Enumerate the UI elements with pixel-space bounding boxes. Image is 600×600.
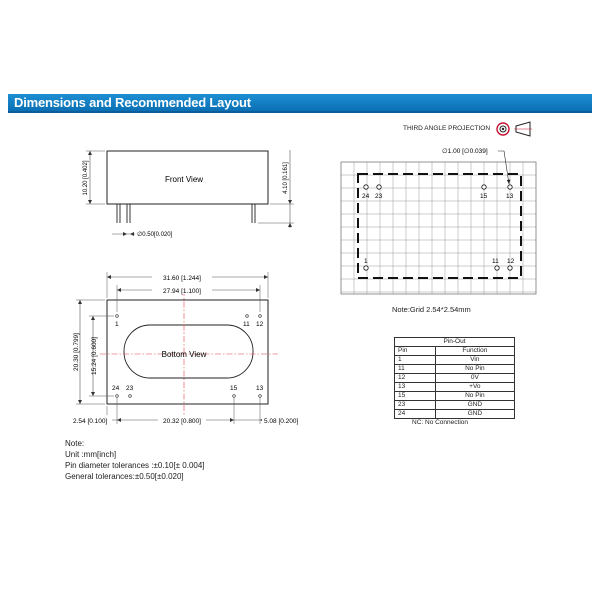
lg-pin-label: 23: [375, 193, 383, 200]
bv-pin-label: 11: [243, 321, 250, 328]
lg-pin-label: 15: [480, 193, 488, 200]
notes-title: Note:: [65, 439, 85, 448]
grid-note: Note:Grid 2.54*2.54mm: [392, 305, 471, 314]
table-row: [395, 392, 515, 401]
pin-function: GND: [435, 401, 514, 410]
table-row: [395, 383, 515, 392]
notes: [65, 438, 205, 482]
note-line: General tolerances:±0.50[±0.020]: [65, 472, 184, 481]
pin-number: 13: [395, 383, 436, 392]
bv-height-total: 20.30 [0.799]: [73, 333, 80, 371]
table-row: [395, 365, 515, 374]
lg-pin-label: 24: [362, 193, 370, 200]
bottom-view-title: Bottom View: [161, 350, 207, 359]
section-title: Dimensions and Recommended Layout: [14, 95, 251, 110]
pin-number: 12: [395, 374, 436, 383]
note-line: Unit :mm[inch]: [65, 450, 117, 459]
pin-function: 0V: [435, 374, 514, 383]
bv-left-offset: 2.54 [0.100]: [73, 418, 108, 425]
pin-function: GND: [435, 410, 514, 419]
front-height-dim: 10.20 [0.402]: [83, 160, 89, 196]
note-line: Pin diameter tolerances :±0.10[± 0.004]: [65, 461, 205, 470]
bv-pin-label: 15: [230, 385, 238, 392]
pin-number: 15: [395, 392, 436, 401]
bv-width-pins: 27.94 [1.100]: [163, 288, 201, 295]
pin-function: +Vo: [435, 383, 514, 392]
table-row: [395, 401, 515, 410]
table-row: [395, 374, 515, 383]
front-pin-length-dim: 4.10 [0.161]: [283, 162, 289, 194]
front-pin-diameter: ∅0.50[0.020]: [137, 232, 173, 238]
pin-function: Vin: [435, 356, 514, 365]
lg-pin-label: 13: [506, 193, 514, 200]
bv-pin-label: 12: [256, 321, 264, 328]
layout-grid: [341, 146, 536, 294]
table-row: [395, 410, 515, 419]
pinout-col-pin: Pin: [395, 347, 436, 356]
bv-width-total: 31.60 [1.244]: [163, 275, 201, 282]
lg-hole-dim: ∅1.00 [∅0.039]: [442, 148, 488, 155]
table-row: [395, 356, 515, 365]
lg-pin-label: 11: [492, 258, 499, 265]
pinout-col-function: Function: [435, 347, 514, 356]
pin-function: No Pin: [435, 392, 514, 401]
pinout-footnote: NC: No Connection: [412, 419, 468, 426]
bv-pin-label: 13: [256, 385, 264, 392]
front-view-title: Front View: [164, 175, 204, 184]
pin-number: 23: [395, 401, 436, 410]
bv-pin-label: 23: [126, 385, 134, 392]
pinout-title: Pin-Out: [395, 338, 515, 347]
bv-pin-label: 1: [115, 321, 119, 328]
projection-label: THIRD ANGLE PROJECTION: [403, 125, 491, 132]
pin-number: 11: [395, 365, 436, 374]
pin-number: 24: [395, 410, 436, 419]
bv-height-pins: 15.24 [0.600]: [91, 337, 98, 375]
pin-function: No Pin: [435, 365, 514, 374]
bottom-view: [72, 272, 302, 425]
pinout-table: [394, 337, 515, 419]
bv-right-offset: 5.08 [0.200]: [264, 418, 299, 425]
lg-pin-label: 12: [507, 258, 515, 265]
pin-number: 1: [395, 356, 436, 365]
lg-pin-label: 1: [364, 258, 368, 265]
bv-mid-span: 20.32 [0.800]: [163, 418, 201, 425]
front-view: [83, 150, 294, 238]
bv-pin-label: 24: [112, 385, 120, 392]
